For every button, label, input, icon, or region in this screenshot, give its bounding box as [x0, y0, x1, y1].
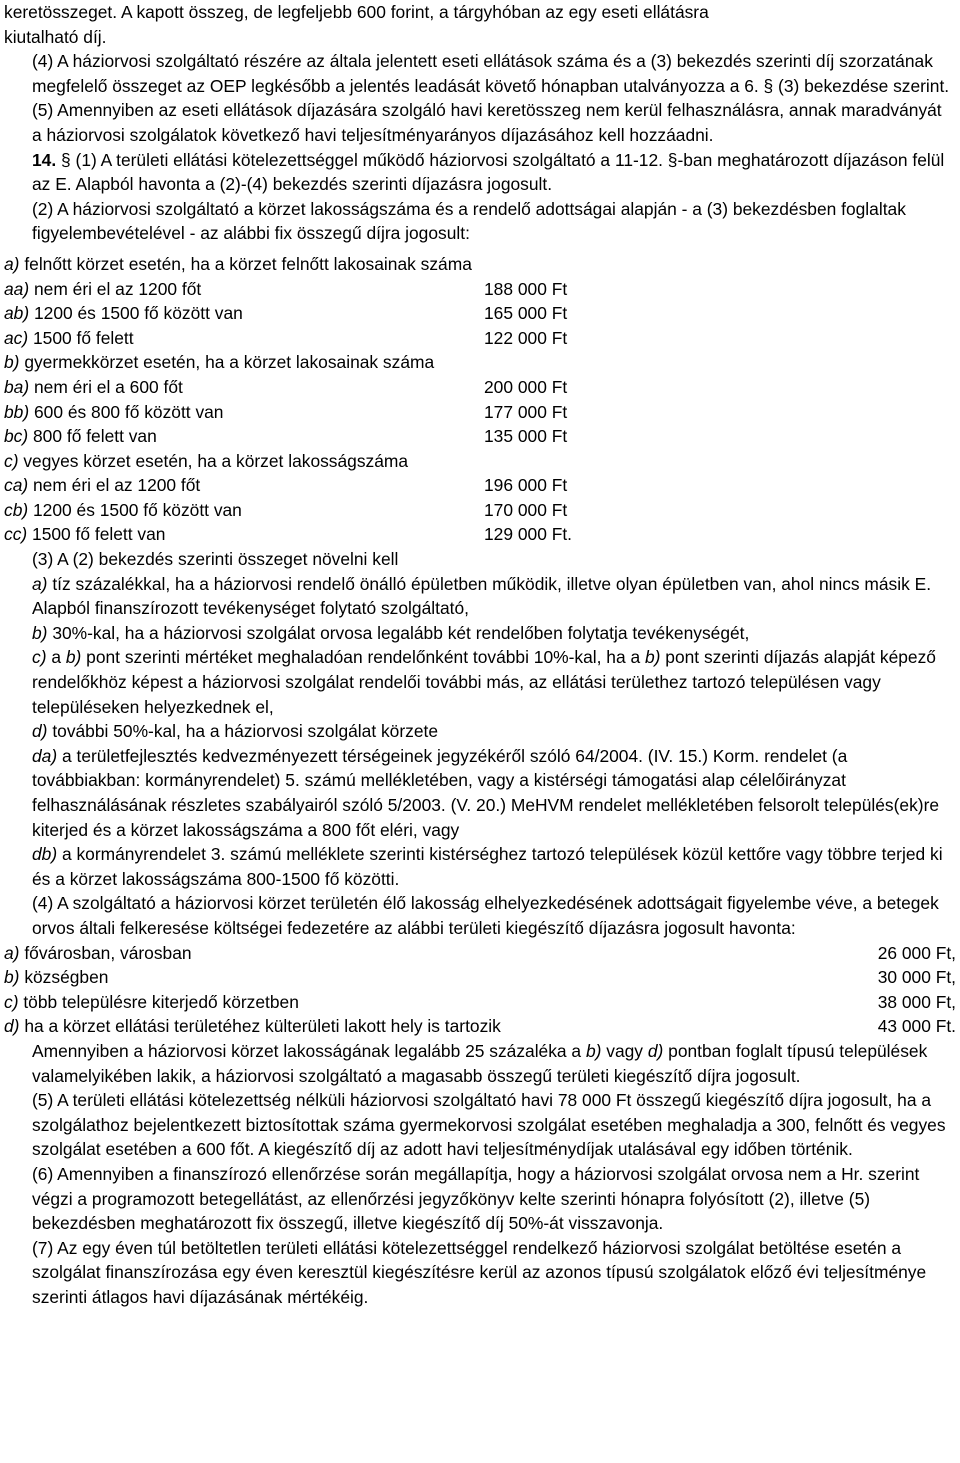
fee-row: ac) 1500 fő felett 122 000 Ft	[4, 327, 568, 348]
fee-row: bc) 800 fő felett van 135 000 Ft	[4, 426, 568, 447]
paragraph-3-b: b) 30%-kal, ha a háziorvosi szolgálat orvosa legalább két rendelőben folytatja tevékenységét,	[32, 622, 750, 643]
paragraph-2: (2) A háziorvosi szolgáltató a körzet lakosságszáma és a rendelő adottságai alapján - a (3) bekezdésben foglaltak figyelembevételével - az alábbi fix összegű díjra jogosult:	[32, 198, 906, 244]
supplement-row: a) fővárosban, városban 26 000 Ft,	[4, 942, 956, 963]
paragraph-4: (4) A háziorvosi szolgáltató részére az általa jelentett eseti ellátások száma és a (3) bekezdés szerinti díj szorzatának megfelelő összeget az OEP legkésőbb a jelentés leadását követő hónapban utalványozza a 6. § (3) bekezdése szerint.	[32, 51, 950, 96]
text-line: keretösszeget. A kapott összeg, de legfeljebb 600 forint, a tárgyhóban az egy eseti ellátásra	[4, 2, 709, 22]
fee-row: aa) nem éri el az 1200 főt 188 000 Ft	[4, 278, 568, 299]
fee-row: cb) 1200 és 1500 fő között van 170 000 Ft	[4, 499, 568, 520]
paragraph-3-da: da) a területfejlesztés kedvezményezett térségeinek jegyzékéről szóló 64/2004. (IV. 15.) Korm. rendelet (a továbbiakban: kormányrendelet) 5. számú mellékletében, vagy a kistérségi támogatási alap célelőirányzat felhasználásának részletes szabályairól szóló 5/2003. (V. 20.) MeHVM rendelet mellékletében felsorolt település(ek)re kiterjed és a körzet lakosságszáma a 800 főt eléri, vagy	[32, 745, 940, 840]
supplement-row: d) ha a körzet ellátási területéhez külterületi lakott hely is tartozik 43 000 Ft.	[4, 1016, 956, 1037]
fee-row: ab) 1200 és 1500 fő között van 165 000 Ft	[4, 303, 568, 324]
paragraph-3-db: db) a kormányrendelet 3. számú melléklete szerinti kistérséghez tartozó települések közül kettőre vagy többre terjed ki és a körzet lakosságszáma 800-1500 fő közötti.	[32, 844, 943, 889]
section-text: § (1) A területi ellátási kötelezettséggel működő háziorvosi szolgáltató a 11-12. §-ban meghatározott díjazáson felül az E. Alapból havonta a (2)-(4) bekezdés szerinti díjazásra jogosult.	[32, 149, 945, 195]
fee-row: cc) 1500 fő felett van 129 000 Ft.	[4, 524, 572, 545]
paragraph-7: (7) Az egy éven túl betöltetlen területi ellátási kötelezettséggel rendelkező háziorvosi szolgálat betöltése esetén a szolgálat finanszírozása egy éven keresztül kiegészítésre kerül az azonos típusú szolgálatok előző évi teljesítménye szerinti átlagos havi díjazásának mértékéig.	[32, 1237, 927, 1307]
fee-row: bb) 600 és 800 fő között van 177 000 Ft	[4, 401, 568, 422]
section-number: 14.	[32, 149, 57, 170]
paragraph-3-c: c) a b) pont szerinti mértéket meghaladóan rendelőnként további 10%-kal, ha a b) pont szerinti díjazás alapját képező rendelőkhöz képest a háziorvosi szolgálat rendelői további más, az ellátási területhez tartozó településen vagy településeken helyezkednek el,	[32, 647, 936, 717]
group-heading: a) felnőtt körzet esetén, ha a körzet felnőtt lakosainak száma	[4, 253, 472, 274]
fee-table-groups	[4, 252, 956, 547]
supplement-row: b) községben 30 000 Ft,	[4, 967, 956, 988]
paragraph-3-a: a) tíz százalékkal, ha a háziorvosi rendelő önálló épületben működik, illetve olyan épületben van, ahol nincs másik E. Alapból finanszírozott tevékenységet folytató szolgáltató,	[32, 573, 932, 619]
fee-row: ca) nem éri el az 1200 főt 196 000 Ft	[4, 475, 568, 496]
supplement-table	[4, 941, 956, 1039]
paragraph-3-d: d) további 50%-kal, ha a háziorvosi szolgálat körzete	[32, 721, 439, 742]
group-heading: c) vegyes körzet esetén, ha a körzet lakosságszáma	[4, 450, 409, 471]
paragraph-carryover	[4, 0, 956, 49]
paragraph-3-intro: (3) A (2) bekezdés szerinti összeget növelni kell	[32, 549, 399, 570]
paragraph-5: (5) Amennyiben az eseti ellátások díjazására szolgáló havi keretösszeg nem kerül felhasználásra, annak maradványát a háziorvosi szolgálatok következő havi teljesítményarányos díjazásához kell hozzáadni.	[32, 100, 942, 145]
group-heading: b) gyermekkörzet esetén, ha a körzet lakosainak száma	[4, 352, 435, 373]
supplement-row: c) több településre kiterjedő körzetben 38 000 Ft,	[4, 991, 956, 1012]
section-14-paragraph-1	[4, 148, 956, 197]
paragraph-4b-after: Amennyiben a háziorvosi körzet lakosságának legalább 25 százaléka a b) vagy d) pontban foglalt típusú települések valamelyikében lakik, a háziorvosi szolgáltató a magasabb összegű területi kiegészítő díjra jogosult.	[32, 1040, 928, 1086]
fee-row: ba) nem éri el a 600 főt 200 000 Ft	[4, 376, 568, 397]
text-line: kiutalható díj.	[4, 26, 107, 47]
paragraph-6: (6) Amennyiben a finanszírozó ellenőrzése során megállapítja, hogy a háziorvosi szolgálat orvosa nem a Hr. szerint végzi a programozott betegellátást, az ellenőrzési jegyzőkönyv kelte szerinti hónapra folyósított (2), illetve (5) bekezdésben meghatározott fix összegű, illetve kiegészítő díj 50%-át visszavonja.	[32, 1163, 920, 1234]
paragraph-4b-intro: (4) A szolgáltató a háziorvosi körzet területén élő lakosság elhelyezkedésének adottságait figyelembe véve, a betegek orvos általi felkeresése költségei fedezetére az alábbi területi kiegészítő díjazásra jogosult havonta:	[32, 893, 939, 938]
paragraph-5b: (5) A területi ellátási kötelezettség nélküli háziorvosi szolgáltató havi 78 000 Ft összegű kiegészítő díjra jogosult, ha a szolgálathoz bejelentkezett biztosítottak száma gyermekorvosi szolgálat esetében meghaladja a 300, felnőtt és vegyes szolgálat esetében a 600 főt. A kiegészítő díj az adott havi teljesítménydíjak utalásával egy időben történik.	[32, 1090, 946, 1160]
